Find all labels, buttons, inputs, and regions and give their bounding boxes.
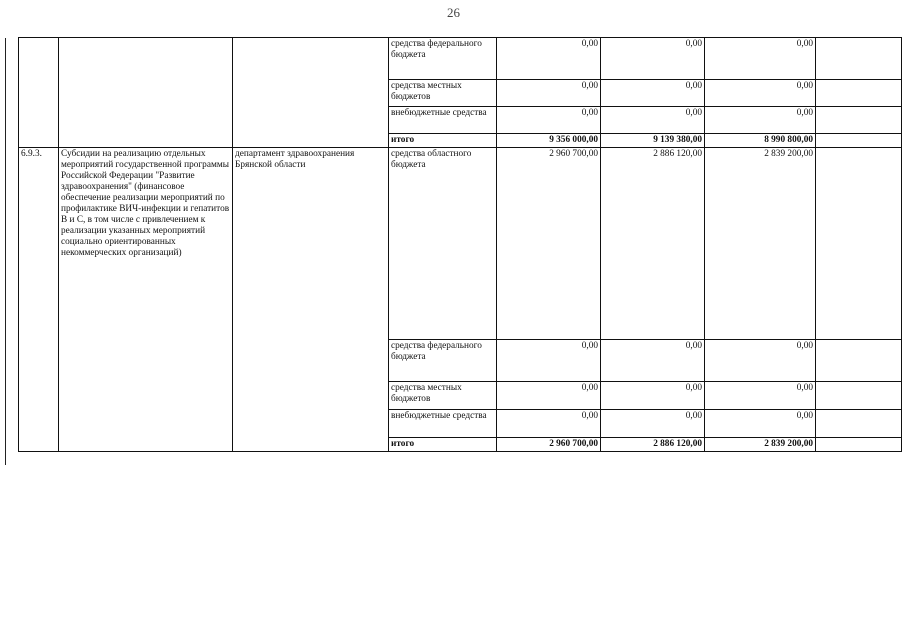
- extra-cell: [816, 382, 902, 410]
- extra-cell: [816, 134, 902, 148]
- value-cell: 0,00: [601, 410, 705, 438]
- item-number: 6.9.3.: [19, 148, 59, 452]
- extra-cell: [816, 410, 902, 438]
- total-value: 9 356 000,00: [497, 134, 601, 148]
- total-value: 2 886 120,00: [601, 438, 705, 452]
- extra-cell: [816, 107, 902, 134]
- value-cell: 0,00: [705, 382, 816, 410]
- value-cell: 0,00: [705, 38, 816, 80]
- source-cell: средства областного бюджета: [389, 148, 497, 340]
- source-cell: внебюджетные средства: [389, 410, 497, 438]
- source-cell: средства местных бюджетов: [389, 80, 497, 107]
- page-number: 26: [447, 5, 460, 20]
- value-cell: 0,00: [497, 38, 601, 80]
- source-cell: средства федерального бюджета: [389, 340, 497, 382]
- extra-cell: [816, 80, 902, 107]
- total-value: 2 960 700,00: [497, 438, 601, 452]
- value-cell: 0,00: [601, 107, 705, 134]
- total-label: итого: [389, 438, 497, 452]
- value-cell: 0,00: [497, 382, 601, 410]
- extra-cell: [816, 38, 902, 80]
- value-cell: 2 886 120,00: [601, 148, 705, 340]
- value-cell: 0,00: [601, 382, 705, 410]
- value-cell: 0,00: [497, 80, 601, 107]
- source-cell: средства местных бюджетов: [389, 382, 497, 410]
- value-cell: 2 839 200,00: [705, 148, 816, 340]
- value-cell: 0,00: [601, 340, 705, 382]
- total-value: 8 990 800,00: [705, 134, 816, 148]
- item-executor: департамент здравоохранения Брянской области: [233, 148, 389, 452]
- table-row: [19, 38, 902, 80]
- value-cell: 0,00: [705, 80, 816, 107]
- number-cell: [19, 38, 59, 148]
- description-cell: [59, 38, 233, 148]
- value-cell: 0,00: [497, 410, 601, 438]
- value-cell: 0,00: [601, 80, 705, 107]
- extra-cell: [816, 340, 902, 382]
- value-cell: 2 960 700,00: [497, 148, 601, 340]
- value-cell: 0,00: [601, 38, 705, 80]
- total-value: 9 139 380,00: [601, 134, 705, 148]
- source-cell: внебюджетные средства: [389, 107, 497, 134]
- executor-cell: [233, 38, 389, 148]
- extra-cell: [816, 148, 902, 340]
- value-cell: 0,00: [705, 410, 816, 438]
- extra-cell: [816, 438, 902, 452]
- value-cell: 0,00: [497, 340, 601, 382]
- value-cell: 0,00: [497, 107, 601, 134]
- total-value: 2 839 200,00: [705, 438, 816, 452]
- item-description: Субсидии на реализацию отдельных мероприятий государственной программы Российской Федерации "Развитие здравоохранения" (финансовое обеспечение реализации мероприятий по профилактике ВИЧ-инфекции и гепатитов В и С, в том числе с привлечением к реализации указанных мероприятий социально ориентированных некоммерческих организаций): [59, 148, 233, 452]
- value-cell: 0,00: [705, 340, 816, 382]
- value-cell: 0,00: [705, 107, 816, 134]
- margin-rule: [5, 38, 6, 465]
- table-row: [19, 148, 902, 340]
- total-label: итого: [389, 134, 497, 148]
- budget-table: [18, 37, 902, 452]
- source-cell: средства федерального бюджета: [389, 38, 497, 80]
